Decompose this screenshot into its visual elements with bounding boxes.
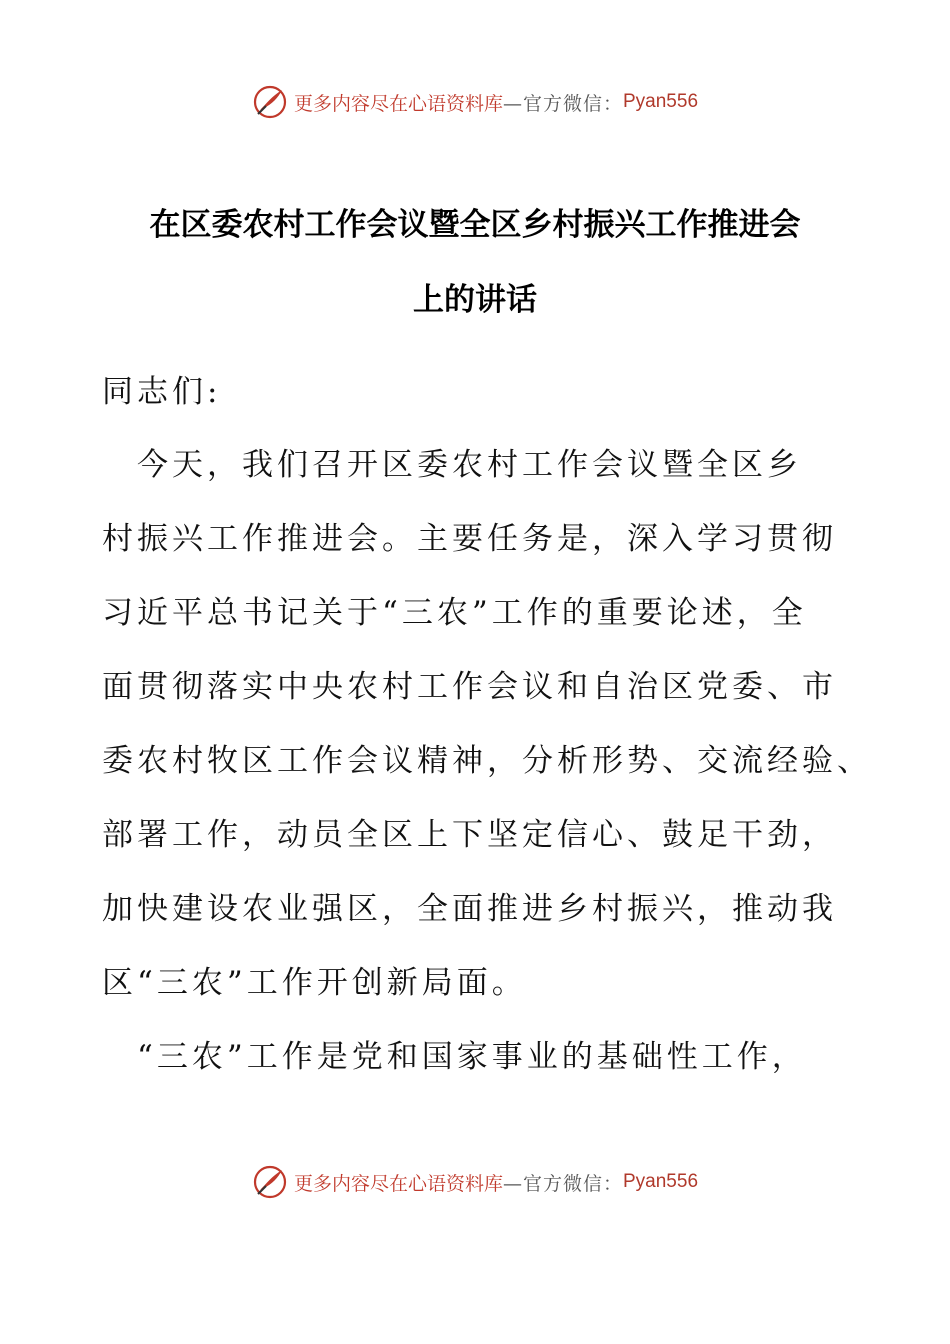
body-line: 今天，我们召开区委农村工作会议暨全区乡 xyxy=(102,447,802,483)
document-title-line-2: 上的讲话 xyxy=(413,282,537,318)
watermark-site: 更多内容尽在心语资料库 xyxy=(293,92,503,115)
body-line: 委农村牧区工作会议精神，分析形势、交流经验、 xyxy=(102,743,872,779)
watermark-text xyxy=(294,1169,698,1196)
body-line: “三农”工作是党和国家事业的基础性工作， xyxy=(102,1039,807,1075)
body-line: 加快建设农业强区，全面推进乡村振兴，推动我 xyxy=(102,891,837,927)
body-line: 区“三农”工作开创新局面。 xyxy=(102,965,527,1001)
salutation: 同志们: xyxy=(102,374,222,410)
footer-watermark xyxy=(0,1160,950,1204)
quill-pen-logo-icon xyxy=(252,1164,288,1200)
quill-pen-logo-icon xyxy=(252,84,288,120)
watermark-text xyxy=(294,89,698,116)
watermark-site: 更多内容尽在心语资料库 xyxy=(293,1172,503,1195)
watermark-separator: —官方微信： xyxy=(502,1172,623,1195)
document-title-line-1: 在区委农村工作会议暨全区乡村振兴工作推进会 xyxy=(149,207,801,243)
body-line: 面贯彻落实中央农村工作会议和自治区党委、市 xyxy=(102,669,837,705)
watermark-wechat-id: Pyan556 xyxy=(623,91,699,112)
watermark-separator: —官方微信： xyxy=(502,92,623,115)
header-watermark xyxy=(0,80,950,124)
body-line: 习近平总书记关于“三农”工作的重要论述，全 xyxy=(102,595,807,631)
watermark-wechat-id: Pyan556 xyxy=(623,1171,699,1192)
body-line: 部署工作，动员全区上下坚定信心、鼓足干劲， xyxy=(102,817,837,853)
body-line: 村振兴工作推进会。主要任务是，深入学习贯彻 xyxy=(102,521,837,557)
